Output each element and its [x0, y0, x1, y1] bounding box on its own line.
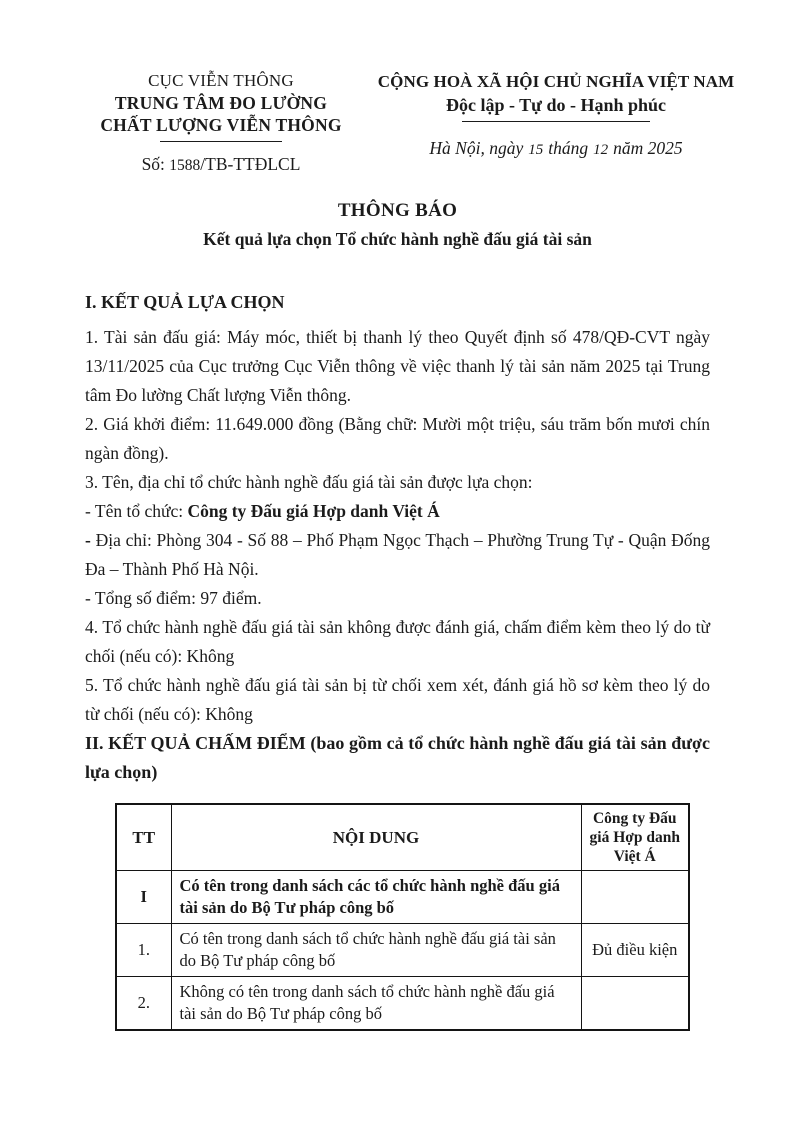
national-motto: Độc lập - Tự do - Hạnh phúc	[445, 95, 667, 115]
paragraph-selected-org-intro: 3. Tên, địa chỉ tổ chức hành nghề đấu giá tài sản được lựa chọn:	[85, 472, 533, 492]
paragraph-not-evaluated: 4. Tổ chức hành nghề đấu giá tài sản không được đánh giá, chấm điểm kèm theo lý do từ chối (nếu có): Không	[85, 617, 710, 666]
document-body	[85, 288, 710, 787]
cell-tt: I	[116, 871, 171, 924]
section2-heading: II. KẾT QUẢ CHẤM ĐIỂM (bao gồm cả tổ chức hành nghề đấu giá tài sản được lựa chọn)	[85, 733, 710, 782]
date-mid: tháng	[548, 138, 589, 158]
org-name-line2: CHẤT LƯỢNG VIỄN THÔNG	[100, 115, 342, 135]
date-month: 12	[593, 142, 609, 158]
paragraph-rejected: 5. Tổ chức hành nghề đấu giá tài sản bị từ chối xem xét, đánh giá hồ sơ kèm theo lý do từ chối (nếu có): Không	[85, 675, 710, 724]
table-row	[116, 924, 689, 977]
table-row	[116, 871, 689, 924]
doc-number-suffix: /TB-TTĐLCL	[200, 154, 301, 174]
cell-result	[581, 871, 689, 924]
motto-underline	[462, 121, 650, 122]
document-header	[0, 70, 795, 175]
cell-tt: 2.	[116, 977, 171, 1031]
document-number	[82, 154, 360, 175]
date-line	[365, 138, 747, 159]
org-name-line1: TRUNG TÂM ĐO LƯỜNG	[114, 93, 328, 113]
section1-heading: I. KẾT QUẢ LỰA CHỌN	[85, 292, 285, 312]
cell-content: Không có tên trong danh sách tổ chức hành nghề đấu giá tài sản do Bộ Tư pháp công bố	[171, 977, 581, 1031]
date-suffix: năm 2025	[613, 138, 683, 158]
title-block	[0, 200, 795, 250]
paragraph-org-address	[85, 526, 710, 584]
header-cell-content: NỘI DUNG	[171, 804, 581, 871]
paragraph-starting-price: 2. Giá khởi điểm: 11.649.000 đồng (Bằng chữ: Mười một triệu, sáu trăm bốn mươi chín ngàn đồng).	[85, 414, 710, 463]
header-cell-company: Công ty Đấu giá Hợp danh Việt Á	[581, 804, 689, 871]
date-day: 15	[528, 142, 544, 158]
doc-number-label: Số:	[141, 154, 165, 174]
header-cell-tt: TT	[116, 804, 171, 871]
table-header-row	[116, 804, 689, 871]
national-motto-block	[365, 70, 747, 175]
issuing-org-block	[82, 70, 360, 175]
org-parent-name: CỤC VIỄN THÔNG	[148, 71, 294, 90]
address-dash: -	[85, 530, 96, 550]
cell-tt: 1.	[116, 924, 171, 977]
paragraph-asset: 1. Tài sản đấu giá: Máy móc, thiết bị thanh lý theo Quyết định số 478/QĐ-CVT ngày 13/11/2025 của Cục trưởng Cục Viễn thông về việc thanh lý tài sản năm 2025 tại Trung tâm Đo lường Chất lượng Viễn thông.	[85, 327, 710, 405]
date-prefix: Hà Nội, ngày	[429, 138, 524, 158]
scoring-table	[115, 803, 690, 1031]
paragraph-total-score: - Tổng số điểm: 97 điểm.	[85, 588, 262, 608]
cell-content: Có tên trong danh sách các tổ chức hành nghề đấu giá tài sản do Bộ Tư pháp công bố	[171, 871, 581, 924]
paragraph-org-name	[85, 497, 710, 526]
cell-result: Đủ điều kiện	[581, 924, 689, 977]
org-underline	[160, 141, 282, 142]
org-name-value: Công ty Đấu giá Hợp danh Việt Á	[187, 501, 440, 521]
document-subtitle: Kết quả lựa chọn Tổ chức hành nghề đấu giá tài sản	[203, 229, 592, 249]
org-name-label: - Tên tổ chức:	[85, 501, 188, 521]
doc-number-value: 1588	[169, 157, 201, 174]
cell-content: Có tên trong danh sách tổ chức hành nghề đấu giá tài sản do Bộ Tư pháp công bố	[171, 924, 581, 977]
cell-result	[581, 977, 689, 1031]
address-text: Địa chỉ: Phòng 304 - Số 88 – Phố Phạm Ngọc Thạch – Phường Trung Tự - Quận Đống Đa – Thành Phố Hà Nội.	[85, 530, 710, 579]
document-title: THÔNG BÁO	[337, 200, 458, 221]
table-row	[116, 977, 689, 1031]
national-title: CỘNG HOÀ XÃ HỘI CHỦ NGHĨA VIỆT NAM	[377, 72, 735, 91]
